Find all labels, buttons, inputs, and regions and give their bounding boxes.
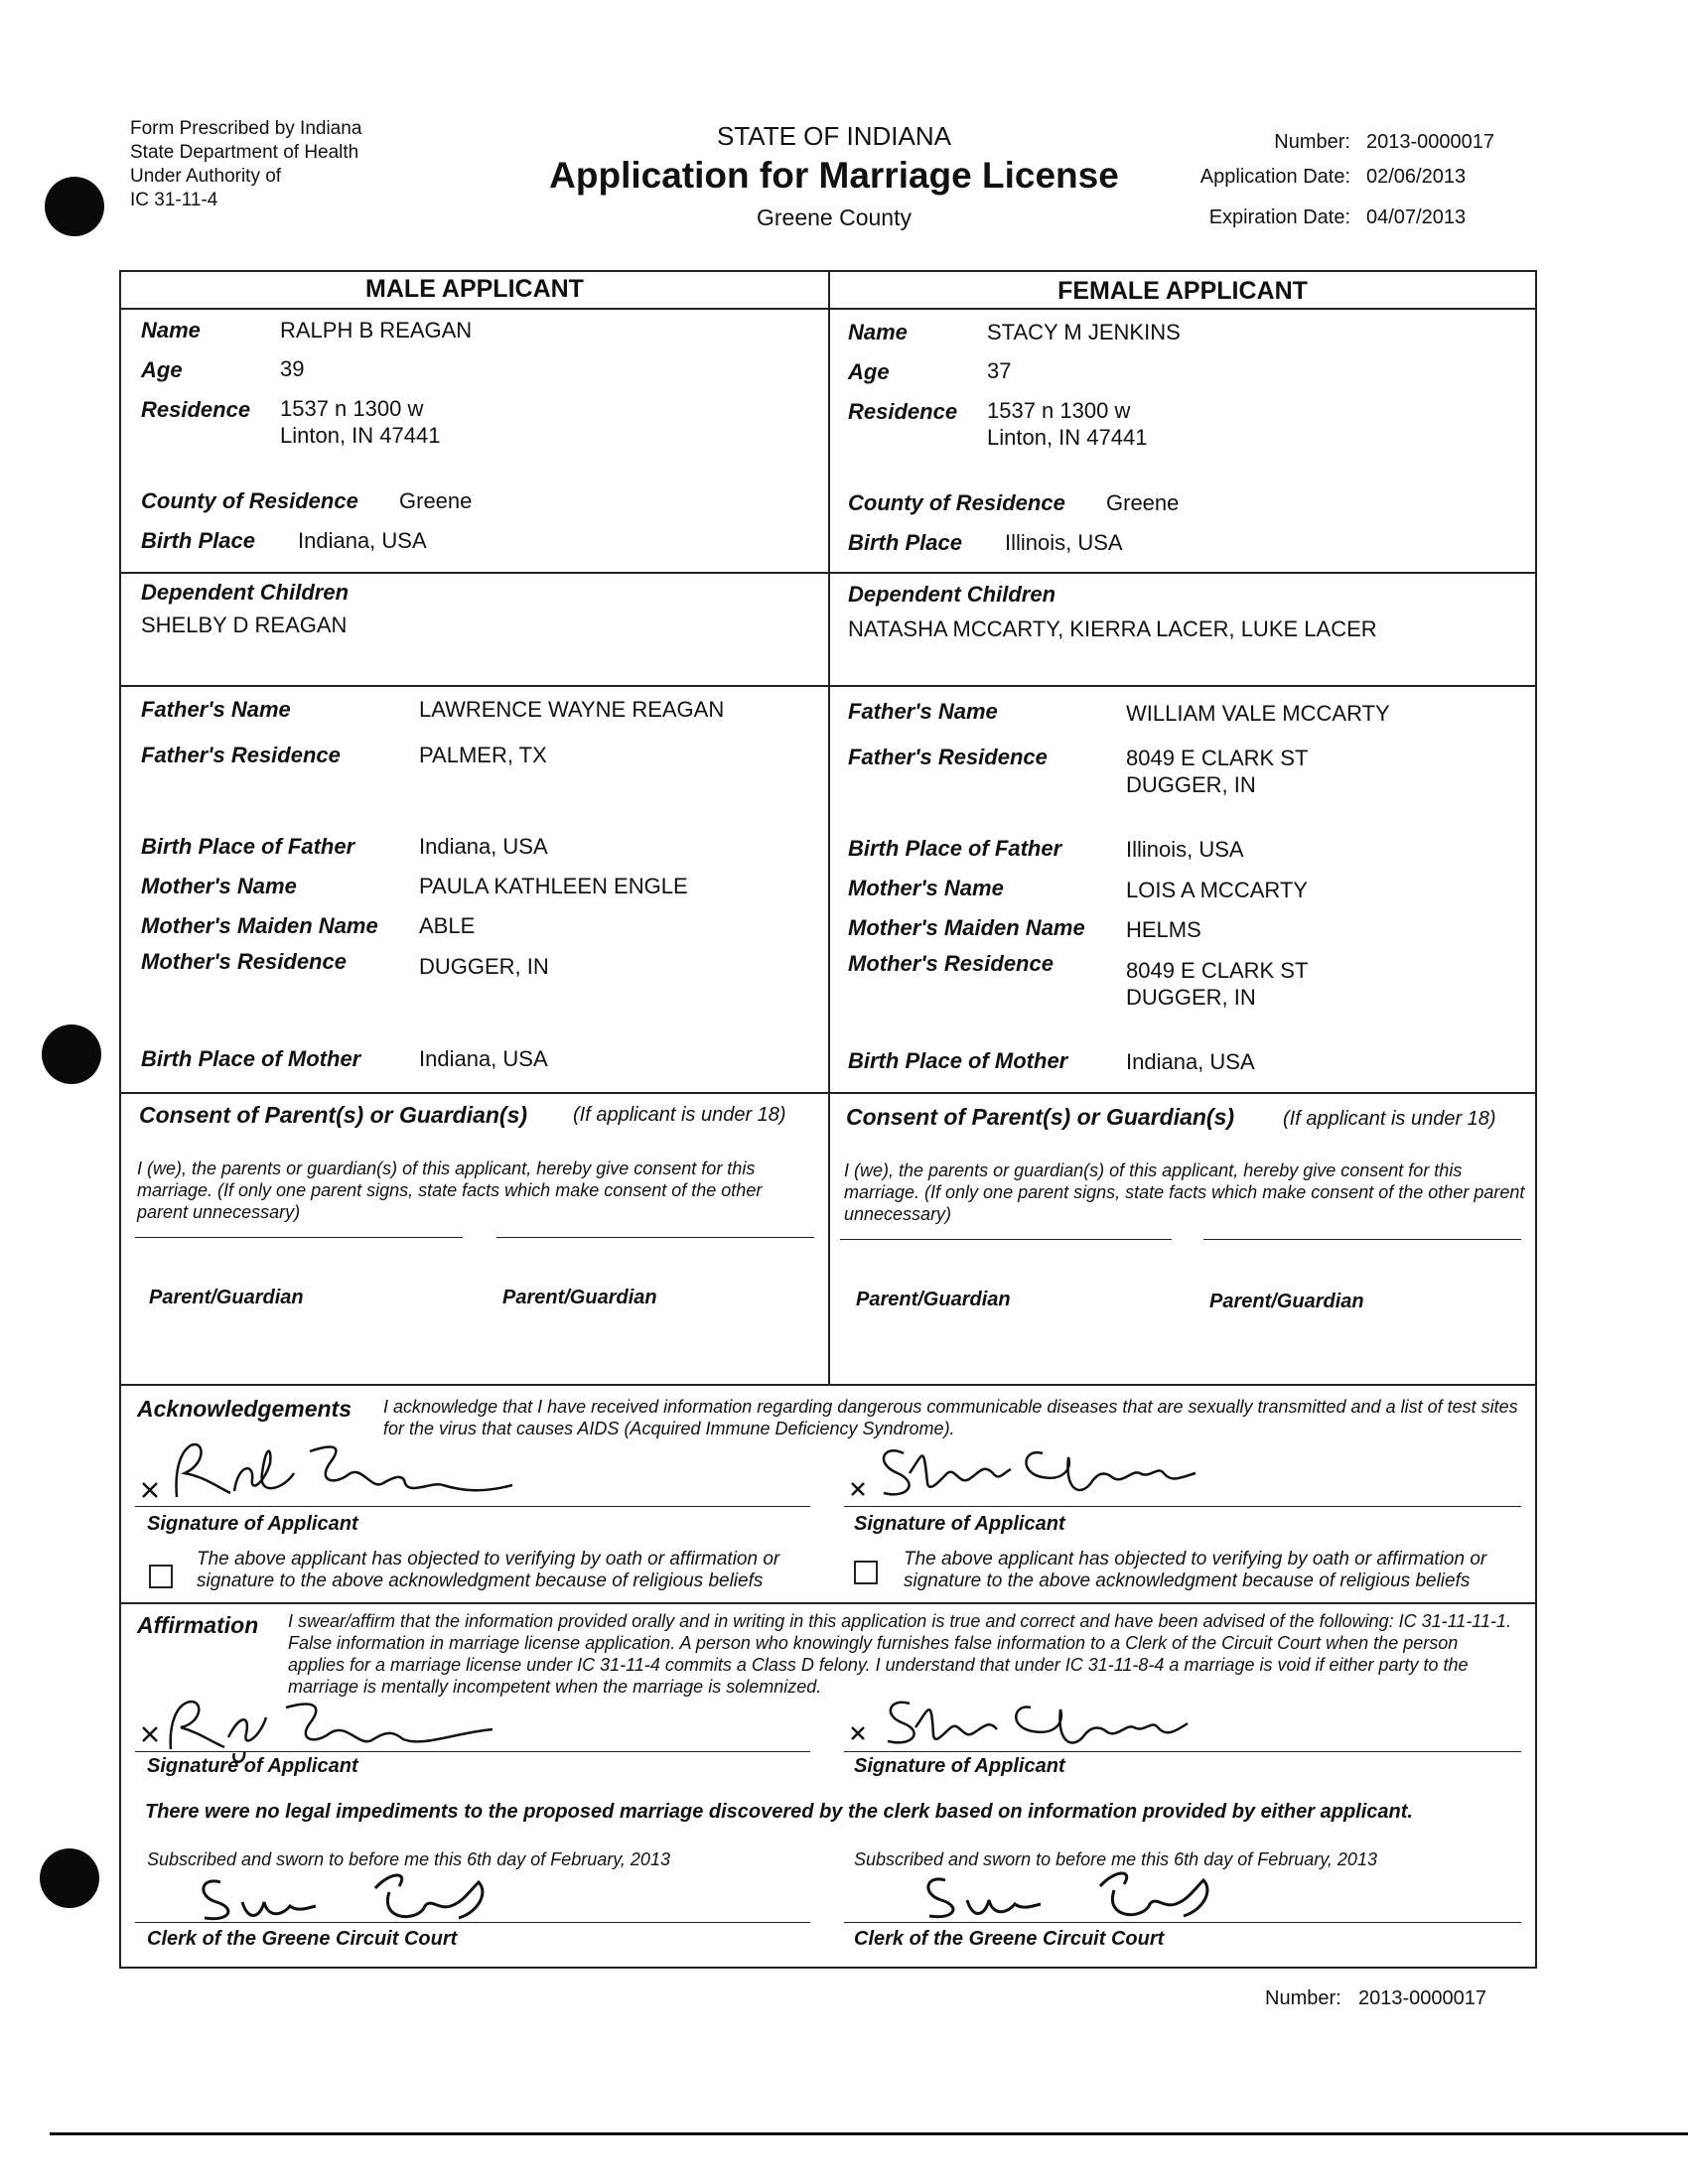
female-religious-objection-checkbox[interactable]: [854, 1561, 878, 1584]
female-mother-name-value: LOIS A MCCARTY: [1126, 878, 1308, 902]
male-parent-signature-line-1: [135, 1237, 463, 1238]
male-age-label: Age: [141, 357, 183, 382]
punch-hole-bottom: [40, 1848, 99, 1908]
male-consent-note: (If applicant is under 18): [573, 1104, 786, 1126]
female-parent-guardian-2: Parent/Guardian: [1209, 1291, 1364, 1312]
female-children-value: NATASHA MCCARTY, KIERRA LACER, LUKE LACER: [848, 616, 1377, 641]
female-age-value: 37: [987, 358, 1012, 383]
expiration-date-label: Expiration Date:: [1208, 206, 1350, 228]
female-acknowledgement-signature: [844, 1433, 1261, 1503]
male-father-birthplace-label: Birth Place of Father: [141, 834, 355, 859]
male-birthplace-label: Birth Place: [141, 528, 255, 553]
application-form: [119, 270, 1537, 1969]
female-name-label: Name: [848, 320, 908, 344]
female-residence-value: 1537 n 1300 w Linton, IN 47441: [987, 398, 1148, 450]
male-consent-text: I (we), the parents or guardian(s) of this applicant, hereby give consent for this marriage. (If only one parent signs, state facts which make consent of the other parent unnecessary): [137, 1159, 763, 1222]
application-date-label: Application Date:: [1199, 166, 1350, 188]
female-residence-label: Residence: [848, 399, 958, 424]
male-mother-name-label: Mother's Name: [141, 874, 297, 898]
male-parent-guardian-1: Parent/Guardian: [149, 1287, 304, 1308]
male-parent-signature-line-2: [496, 1237, 814, 1238]
female-clerk-signature: [915, 1860, 1273, 1930]
female-subscribed-sworn: Subscribed and sworn to before me this 6th day of February, 2013: [854, 1849, 1377, 1869]
affirmation-row-line: [121, 1602, 1535, 1604]
acknowledgement-row-line: [121, 1384, 1535, 1386]
female-father-birthplace-label: Birth Place of Father: [848, 836, 1062, 861]
document-title: Application for Marriage License: [549, 155, 1119, 196]
children-row-line: [121, 572, 1535, 574]
male-mother-birthplace-value: Indiana, USA: [419, 1046, 548, 1071]
number-label: Number:: [1274, 131, 1350, 153]
female-father-name-label: Father's Name: [848, 699, 998, 724]
female-mother-residence-label: Mother's Residence: [848, 951, 1054, 976]
column-divider: [828, 272, 830, 1384]
male-name-value: RALPH B REAGAN: [280, 318, 473, 342]
male-acknowledgement-signature-line: [135, 1506, 810, 1507]
acknowledgements-title: Acknowledgements: [137, 1396, 352, 1422]
female-mother-residence-value: 8049 E CLARK ST DUGGER, IN: [1126, 958, 1309, 1010]
male-father-name-value: LAWRENCE WAYNE REAGAN: [419, 697, 725, 722]
female-parent-guardian-1: Parent/Guardian: [856, 1289, 1011, 1310]
female-clerk-signature-line: [844, 1922, 1521, 1923]
female-applicant-heading: FEMALE APPLICANT: [1057, 277, 1308, 305]
female-birthplace-label: Birth Place: [848, 530, 962, 555]
male-mother-maiden-value: ABLE: [419, 913, 476, 938]
no-impediments-statement: There were no legal impediments to the proposed marriage discovered by the clerk based on information provided by either applicant.: [145, 1801, 1413, 1823]
male-affirmation-signature: [135, 1694, 552, 1763]
application-date-value: 02/06/2013: [1366, 166, 1467, 188]
affirmation-text: I swear/affirm that the information provided orally and in writing in this application is true and correct and have been advised of the following: IC 31-11-11-1. False information in marriage license application. A person who knowingly furnishes false information to a Clerk of the Circuit Court when the person applies for a marriage license under IC 31-11-4 commits a Class D felony. I understand that under IC 31-11-8-4 a marriage is void if either party to the marriage is mentally incompetent when the marriage is solemnized.: [288, 1611, 1511, 1697]
female-mother-name-label: Mother's Name: [848, 876, 1004, 900]
parents-row-line: [121, 685, 1535, 687]
female-mother-maiden-label: Mother's Maiden Name: [848, 915, 1085, 940]
female-acknowledgement-signature-label: Signature of Applicant: [854, 1513, 1065, 1535]
female-parent-signature-line-1: [840, 1239, 1172, 1240]
female-birthplace-value: Illinois, USA: [1005, 530, 1123, 555]
male-age-value: 39: [280, 356, 305, 381]
female-consent-note: (If applicant is under 18): [1283, 1108, 1496, 1130]
county-heading: Greene County: [757, 205, 912, 230]
female-affirmation-signature-label: Signature of Applicant: [854, 1755, 1065, 1777]
male-county-label: County of Residence: [141, 488, 358, 513]
male-mother-residence-value: DUGGER, IN: [419, 954, 549, 979]
female-affirmation-signature: [844, 1690, 1261, 1759]
female-consent-title: Consent of Parent(s) or Guardian(s): [846, 1104, 1235, 1130]
male-mother-maiden-label: Mother's Maiden Name: [141, 913, 378, 938]
prescribed-line: Under Authority of: [130, 166, 282, 187]
prescribed-line: Form Prescribed by Indiana: [130, 118, 362, 139]
female-religious-objection-text: The above applicant has objected to verifying by oath or affirmation or signature to the above acknowledgment because of religious beliefs: [904, 1549, 1487, 1591]
male-acknowledgement-signature-label: Signature of Applicant: [147, 1513, 358, 1535]
prescribed-line: State Department of Health: [130, 142, 359, 163]
male-father-residence-value: PALMER, TX: [419, 743, 547, 767]
male-father-residence-label: Father's Residence: [141, 743, 341, 767]
male-mother-birthplace-label: Birth Place of Mother: [141, 1046, 361, 1071]
male-subscribed-sworn: Subscribed and sworn to before me this 6th day of February, 2013: [147, 1849, 670, 1869]
male-father-name-label: Father's Name: [141, 697, 291, 722]
header-row-line: [121, 308, 1535, 310]
female-age-label: Age: [848, 359, 890, 384]
female-father-birthplace-value: Illinois, USA: [1126, 837, 1244, 862]
number-value: 2013-0000017: [1366, 131, 1495, 153]
male-county-value: Greene: [399, 488, 473, 513]
male-religious-objection-checkbox[interactable]: [149, 1565, 173, 1588]
female-parent-signature-line-2: [1203, 1239, 1521, 1240]
footer-number-label: Number:: [1265, 1987, 1341, 2009]
female-mother-birthplace-label: Birth Place of Mother: [848, 1048, 1068, 1073]
female-father-residence-value: 8049 E CLARK ST DUGGER, IN: [1126, 746, 1309, 797]
male-mother-name-value: PAULA KATHLEEN ENGLE: [419, 874, 688, 898]
female-clerk-label: Clerk of the Greene Circuit Court: [854, 1928, 1165, 1950]
male-acknowledgement-signature: [135, 1433, 552, 1503]
male-clerk-label: Clerk of the Greene Circuit Court: [147, 1928, 458, 1950]
affirmation-title: Affirmation: [137, 1612, 259, 1638]
female-name-value: STACY M JENKINS: [987, 320, 1181, 344]
female-acknowledgement-signature-line: [844, 1506, 1521, 1507]
female-father-residence-label: Father's Residence: [848, 745, 1048, 769]
female-affirmation-signature-line: [844, 1751, 1521, 1752]
female-father-name-value: WILLIAM VALE MCCARTY: [1126, 701, 1390, 726]
male-clerk-signature-line: [135, 1922, 810, 1923]
female-mother-birthplace-value: Indiana, USA: [1126, 1049, 1255, 1074]
female-consent-text: I (we), the parents or guardian(s) of this applicant, hereby give consent for this marriage. (If only one parent signs, state facts which make consent of the other parent unnecessary): [844, 1160, 1525, 1224]
male-consent-title: Consent of Parent(s) or Guardian(s): [139, 1102, 528, 1128]
female-mother-maiden-value: HELMS: [1126, 917, 1201, 942]
male-residence-value: 1537 n 1300 w Linton, IN 47441: [280, 396, 441, 448]
punch-hole-middle: [42, 1024, 101, 1084]
male-affirmation-signature-line: [135, 1751, 810, 1752]
acknowledgements-text: I acknowledge that I have received information regarding dangerous communicable diseases that are sexually transmitted and a list of test sites for the virus that causes AIDS (Acquired Immune Deficiency Syndrome).: [383, 1397, 1518, 1438]
state-heading: STATE OF INDIANA: [717, 121, 951, 151]
male-name-label: Name: [141, 318, 201, 342]
male-mother-residence-label: Mother's Residence: [141, 949, 347, 974]
footer-number-value: 2013-0000017: [1358, 1987, 1487, 2009]
male-birthplace-value: Indiana, USA: [298, 528, 427, 553]
male-children-value: SHELBY D REAGAN: [141, 613, 348, 637]
expiration-date-value: 04/07/2013: [1366, 206, 1467, 228]
male-residence-label: Residence: [141, 397, 251, 422]
male-affirmation-signature-label: Signature of Applicant: [147, 1755, 358, 1777]
page-bottom-rule: [50, 2132, 1688, 2135]
male-children-label: Dependent Children: [141, 580, 350, 605]
form-prescribed-note: [130, 117, 361, 212]
female-children-label: Dependent Children: [848, 582, 1056, 607]
punch-hole-top: [45, 177, 104, 236]
consent-row-line: [121, 1092, 1535, 1094]
male-father-birthplace-value: Indiana, USA: [419, 834, 548, 859]
male-parent-guardian-2: Parent/Guardian: [502, 1287, 657, 1308]
female-county-value: Greene: [1106, 490, 1180, 515]
male-applicant-heading: MALE APPLICANT: [365, 275, 584, 303]
female-county-label: County of Residence: [848, 490, 1065, 515]
male-religious-objection-text: The above applicant has objected to verifying by oath or affirmation or signature to the above acknowledgment because of religious beliefs: [197, 1549, 780, 1591]
prescribed-line: IC 31-11-4: [130, 190, 218, 210]
